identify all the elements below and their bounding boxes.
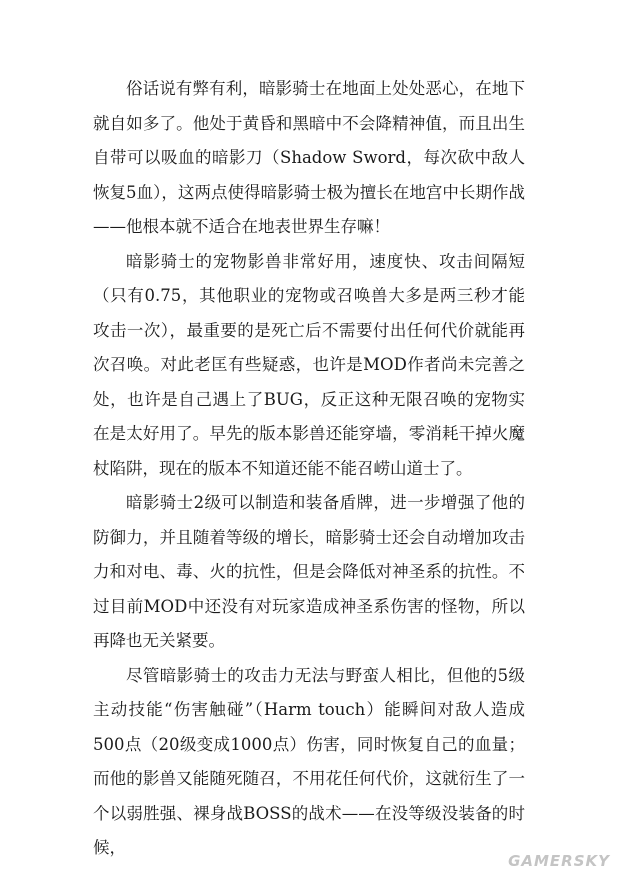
paragraph-3: 暗影骑士2级可以制造和装备盾牌，进一步增强了他的防御力，并且随着等级的增长，暗影骑士还会自动增加攻击力和对电、毒、火的抗性，但是会降低对神圣系的抗性。不过目前MOD中还没有对玩家造成神圣系伤害的怪物，所以再降也无关紧要。	[93, 493, 525, 650]
article-body	[93, 72, 525, 866]
paragraph-4: 尽管暗影骑士的攻击力无法与野蛮人相比，但他的5级主动技能“伤害触碰”（Harm touch）能瞬间对敌人造成500点（20级变成1000点）伤害，同时恢复自己的血量；而他的影兽又能随死随召，不用花任何代价，这就衍生了一个以弱胜强、裸身战BOSS的战术——在没等级没装备的时候，	[93, 665, 525, 857]
gamersky-watermark: GAMERSKY	[508, 852, 610, 870]
paragraph-2: 暗影骑士的宠物影兽非常好用，速度快、攻击间隔短（只有0.75，其他职业的宠物或召唤兽大多是两三秒才能攻击一次），最重要的是死亡后不需要付出任何代价就能再次召唤。对此老匡有些疑惑，也许是MOD作者尚未完善之处，也许是自己遇上了BUG，反正这种无限召唤的宠物实在是太好用了。早先的版本影兽还能穿墙，零消耗干掉火魔杖陷阱，现在的版本不知道还能不能召崂山道士了。	[93, 251, 525, 478]
paragraph-1: 俗话说有弊有利，暗影骑士在地面上处处恶心，在地下就自如多了。他处于黄昏和黑暗中不会降精神值，而且出生自带可以吸血的暗影刀（Shadow Sword，每次砍中敌人恢复5血），这两点使得暗影骑士极为擅长在地宫中长期作战——他根本就不适合在地表世界生存嘛！	[93, 79, 525, 236]
